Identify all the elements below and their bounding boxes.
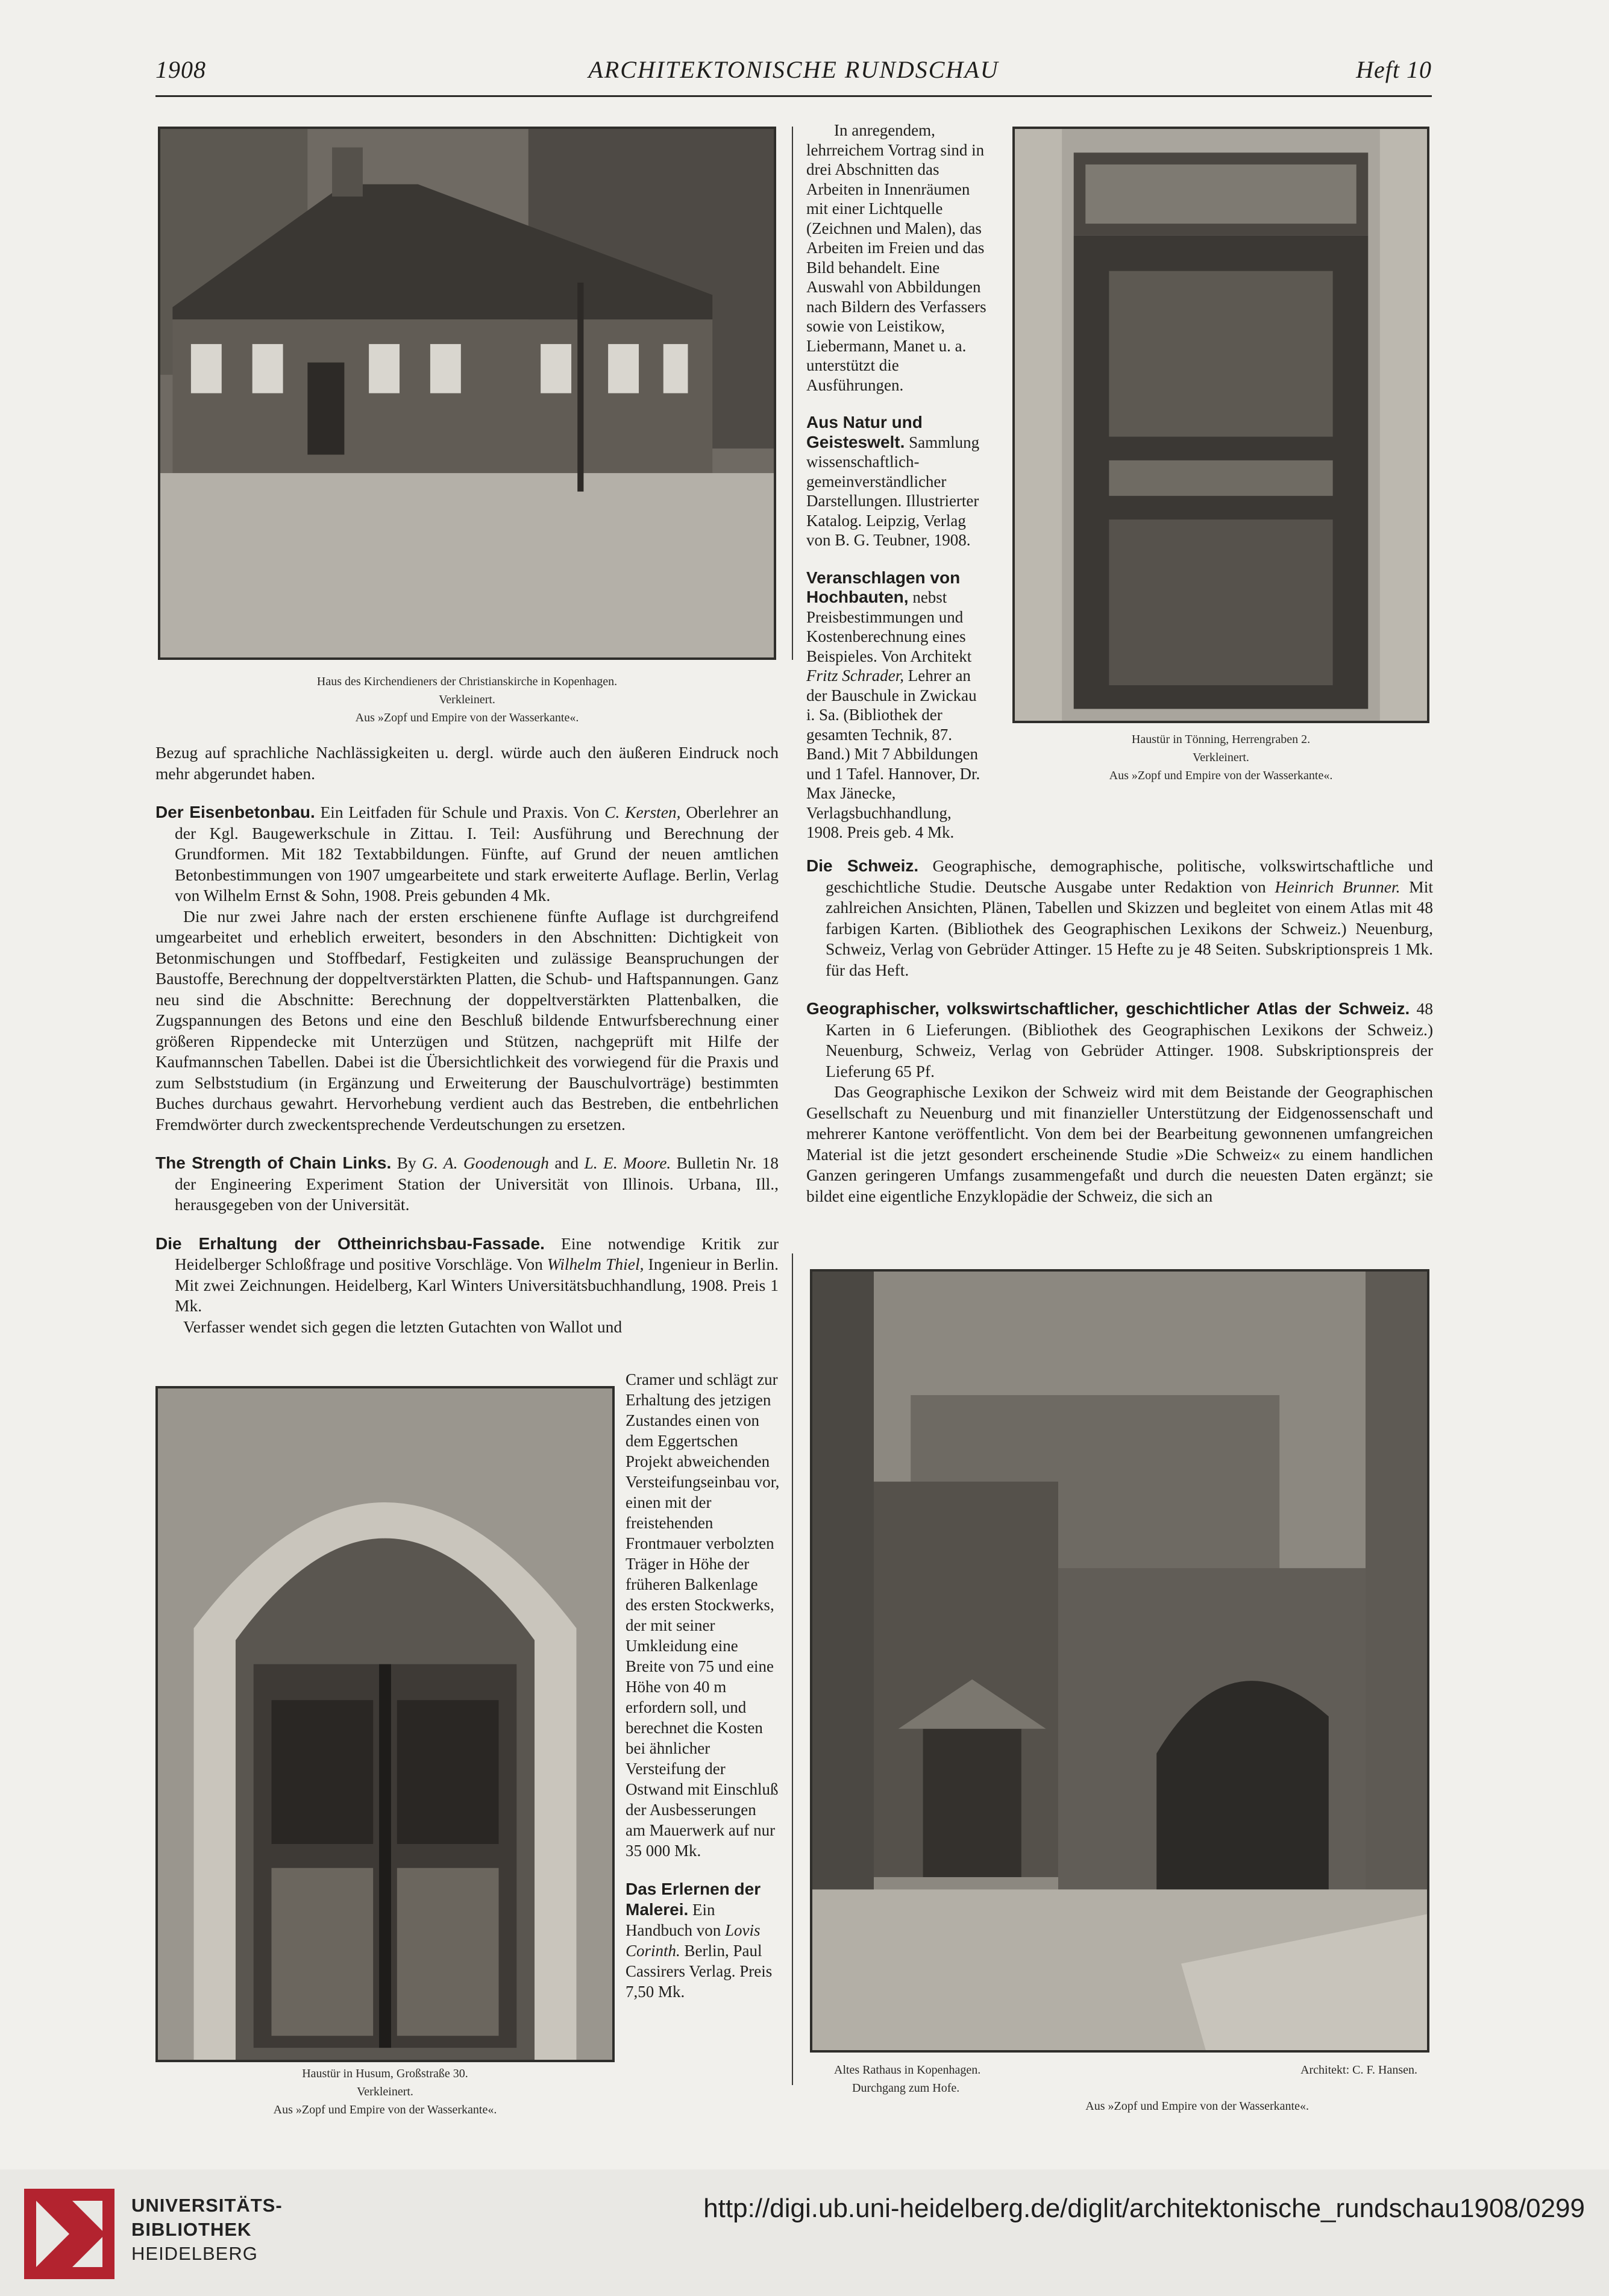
caption-line: Haus des Kirchendieners der Christianskirche in Kopenhagen. bbox=[316, 675, 618, 688]
entry-text: nebst Preisbestimmungen und Kostenberechnung eines Beispieles. Von Architekt bbox=[806, 588, 972, 665]
entry-text: Eine notwendige Kritik zur Heidelberger Schloßfrage und positive Vorschläge. Von bbox=[175, 1234, 779, 1273]
caption-line: Durchgang zum Hofe. bbox=[852, 2081, 960, 2095]
library-name bbox=[131, 2194, 283, 2266]
caption-house bbox=[158, 673, 776, 727]
caption-line: Aus »Zopf und Empire von der Wasserkante«. bbox=[355, 711, 579, 724]
book-entry-malerei bbox=[626, 1879, 780, 2002]
narrow-column-text bbox=[626, 1369, 780, 2002]
paragraph: Das Geographische Lexikon der Schweiz wird mit dem Beistande der Geographischen Gesellschaft zu Neuenburg und mit finanzieller Unterstützung der Eidgenossenschaft und mehrerer Kantone veröffentlicht. Von dem bei der Bearbeitung gewonnenen umfangreichen Material ist die jetzt gesondert erscheinende Studie »Die Schweiz« zu einem handlichen Ganzen geringeren Umfangs zusammengefaßt und durch die neuesten Daten ergänzt; sie bildet eine eigentliche Enzyklopädie der Schweiz, die sich an bbox=[806, 1082, 1433, 1205]
header-rule bbox=[155, 95, 1432, 97]
book-entry-atlas bbox=[806, 999, 1433, 1082]
paragraph: In anregendem, lehrreichem Vortrag sind in drei Abschnitten das Arbeiten in Innenräumen mit einer Lichtquelle (Zeichnen und Malen), das Arbeiten im Freien und das Bild behandelt. Eine Auswahl von Abbildungen nach Bildern des Verfassers sowie von Leistikow, Liebermann, Manet u. a. unterstützt die Ausführungen. bbox=[806, 121, 986, 394]
entry-author: Wilhelm Thiel, bbox=[547, 1255, 644, 1273]
book-entry-natur-geisteswelt bbox=[806, 413, 987, 550]
book-entry-eisenbetonbau bbox=[155, 802, 779, 906]
photo-door-husum bbox=[155, 1386, 615, 2062]
caption-toenning bbox=[1012, 730, 1429, 785]
book-entry-schweiz bbox=[806, 856, 1433, 980]
column-divider bbox=[792, 1253, 793, 2085]
header-issue: Heft 10 bbox=[1356, 56, 1432, 83]
caption-line: Verkleinert. bbox=[357, 2085, 413, 2098]
entry-text: Ingenieur in Berlin. Mit zwei Zeichnungen. Heidelberg, Karl Winters Universitätsbuchhandlung, 1908. Preis 1 Mk. bbox=[175, 1255, 779, 1315]
header-journal-title: ARCHITEKTONISCHE RUNDSCHAU bbox=[588, 56, 999, 83]
caption-line: Haustür in Tönning, Herrengraben 2. bbox=[1131, 733, 1311, 746]
entry-heading: Das Erlernen der Malerei. bbox=[626, 1880, 761, 1919]
entry-author: Lovis Corinth. bbox=[626, 1921, 761, 1960]
middle-column-text bbox=[806, 121, 987, 842]
paragraph: Die nur zwei Jahre nach der ersten erschienene fünfte Auflage ist durchgreifend umgearbeitet und erheblich erweitert, besonders in den Abschnitten: Dichtigkeit von Betonmischungen und Stoffbedarf, Festigkeiten und zulässige Beanspruchungen der Baustoffe, Berechnung der doppeltverstärkten Platten, die Schub- und Haftspannungen. Ganz neu sind die Abschnitte: Berechnung der doppeltverstärkten Plattenbalken, die Zugspannungen des Betons und eine den Beschluß bildende Entwurfsberechnung einer größeren Rippendecke mit Unterzügen und Stützen, nachgeprüft mit Hilfe der Kaufmannschen Tabellen. Dabei ist die Übersichtlichkeit des vorwiegend für die Praxis und zum Selbststudium (in Ergänzung und Erweiterung der Bauschulvorträge) bestimmten Buches durchaus gewahrt. Hervorhebung verdient auch das Bestreben, die entbehrlichen Fremdwörter durch zweckentsprechende Verdeutschungen zu ersetzen. bbox=[155, 906, 779, 1134]
entry-heading: The Strength of Chain Links. bbox=[155, 1153, 392, 1172]
caption-line: Verkleinert. bbox=[439, 693, 495, 706]
book-entry-chain-links bbox=[155, 1153, 779, 1215]
caption-husum bbox=[155, 2065, 615, 2119]
column-divider bbox=[792, 127, 793, 660]
paragraph: Bezug auf sprachliche Nachlässigkeiten u. dergl. würde auch den äußeren Eindruck noch mehr abgerundet haben. bbox=[155, 743, 779, 783]
ub-heidelberg-logo-icon bbox=[24, 2189, 114, 2279]
entry-heading: Aus Natur und Geisteswelt. bbox=[806, 413, 923, 451]
entry-heading: Veranschlagen von Hochbauten, bbox=[806, 568, 961, 606]
entry-text: Sammlung wissenschaftlich-gemeinverständlicher Darstellungen. Illustrierter Katalog. Leipzig, Verlag von B. G. Teubner, 1908. bbox=[806, 433, 980, 549]
book-entry-veranschlagen bbox=[806, 568, 987, 842]
header-year: 1908 bbox=[155, 56, 206, 83]
entry-heading: Geographischer, volkswirtschaftlicher, geschichtlicher Atlas der Schweiz. bbox=[806, 999, 1410, 1018]
paragraph: Cramer und schlägt zur Erhaltung des jetzigen Zustandes einen von dem Eggertschen Projekt abweichenden Versteifungseinbau vor, einen mit der freistehenden Frontmauer verbolzten Träger in Höhe der früheren Balkenlage des ersten Stockwerks, der mit seiner Umkleidung eine Breite von 75 und eine Höhe von 40 m erfordern soll, und berechnet die Kosten bei ähnlicher Versteifung der Ostwand mit Einschluß der Ausbesserungen am Mauerwerk auf nur 35 000 Mk. bbox=[626, 1370, 780, 1860]
entry-author: C. Kersten, bbox=[604, 803, 681, 821]
entry-heading: Der Eisenbetonbau. bbox=[155, 803, 315, 821]
caption-line: Aus »Zopf und Empire von der Wasserkante«. bbox=[273, 2103, 497, 2116]
caption-row bbox=[810, 2061, 1429, 2079]
entry-text: By bbox=[391, 1153, 422, 1172]
library-name-line: HEIDELBERG bbox=[131, 2243, 258, 2264]
photo-rathaus-kopenhagen bbox=[810, 1269, 1429, 2053]
paragraph: Verfasser wendet sich gegen die letzten Gutachten von Wallot und bbox=[183, 1317, 623, 1336]
photo-door-toenning bbox=[1012, 127, 1429, 723]
entry-author: G. A. Goodenough bbox=[422, 1153, 549, 1172]
library-name-line: UNIVERSITÄTS- bbox=[131, 2195, 283, 2216]
entry-text: Berlin, Paul Cassirers Verlag. Preis 7,50 Mk. bbox=[626, 1942, 773, 2001]
entry-author: L. E. Moore. bbox=[584, 1153, 671, 1172]
entry-text: Oberlehrer an der Kgl. Baugewerkschule in Zittau. I. Teil: Ausführung und Berechnung der Grundformen. Mit 182 Textabbildungen. Fünfte, auf Grund der neuen amtlichen Betonbestimmungen von 1907 umgearbeitete und stark erweiterte Auflage. Berlin, Verlag von Wilhelm Ernst & Sohn, 1908. Preis gebunden 4 Mk. bbox=[175, 803, 779, 905]
caption-line: Verkleinert. bbox=[1193, 751, 1249, 764]
source-url-link[interactable]: http://digi.ub.uni-heidelberg.de/diglit/architektonische_rundschau1908/0299 bbox=[703, 2194, 1585, 2223]
book-entry-ottheinrichsbau bbox=[155, 1234, 779, 1317]
caption-rathaus bbox=[810, 2061, 1429, 2115]
running-header bbox=[155, 55, 1432, 92]
entry-text: 48 Karten in 6 Lieferungen. (Bibliothek des Geographischen Lexikons der Schweiz.) Neuenburg, Schweiz, Verlag von Gebrüder Attinger. 1908. Subskriptionspreis der Lieferung 65 Pf. bbox=[826, 999, 1433, 1081]
caption-line: Haustür in Husum, Großstraße 30. bbox=[302, 2067, 468, 2080]
photo-house-kopenhagen bbox=[158, 127, 776, 660]
entry-text: Lehrer an der Bauschule in Zwickau i. Sa. (Bibliothek der gesamten Technik, 87. Band.) Mit 7 Abbildungen und 1 Tafel. Hannover, Dr. Max Jänecke, Verlagsbuchhandlung, 1908. Preis geb. 4 Mk. bbox=[806, 667, 980, 841]
left-column-text bbox=[155, 742, 779, 1337]
entry-heading: Die Schweiz. bbox=[806, 856, 919, 875]
entry-author: Fritz Schrader, bbox=[806, 667, 904, 685]
entry-text: Ein Handbuch von bbox=[626, 1901, 725, 1939]
caption-line: Altes Rathaus in Kopenhagen. bbox=[834, 2063, 981, 2077]
right-column-text bbox=[806, 856, 1433, 1206]
caption-line: Aus »Zopf und Empire von der Wasserkante«. bbox=[1109, 769, 1333, 782]
entry-text: and bbox=[548, 1153, 585, 1172]
entry-text: Geographische, demographische, politische, volkswirtschaftliche und geschichtliche Studie. Deutsche Ausgabe unter Redaktion von bbox=[826, 856, 1433, 896]
entry-text: Ein Leitfaden für Schule und Praxis. Von bbox=[315, 803, 605, 821]
caption-architect: Architekt: C. F. Hansen. bbox=[1300, 2063, 1417, 2077]
entry-text: Bulletin Nr. 18 der Engineering Experiment Station der Universität von Illinois. Urbana, Ill., herausgegeben von der Universität. bbox=[175, 1153, 779, 1214]
caption-line: Aus »Zopf und Empire von der Wasserkante«. bbox=[1085, 2100, 1309, 2113]
entry-text: Mit zahlreichen Ansichten, Plänen, Tabellen und Skizzen und begleitet von einem Atlas mit 48 farbigen Karten. (Bibliothek des Geographischen Lexikons der Schweiz.) Neuenburg, Schweiz, Verlag von Gebrüder Attinger. 15 Hefte zu je 48 Seiten. Subskriptionspreis 1 Mk. für das Heft. bbox=[826, 877, 1433, 979]
entry-author: Heinrich Brunner. bbox=[1275, 877, 1400, 896]
entry-heading: Die Erhaltung der Ottheinrichsbau-Fassade. bbox=[155, 1234, 545, 1253]
library-name-line: BIBLIOTHEK bbox=[131, 2219, 252, 2240]
